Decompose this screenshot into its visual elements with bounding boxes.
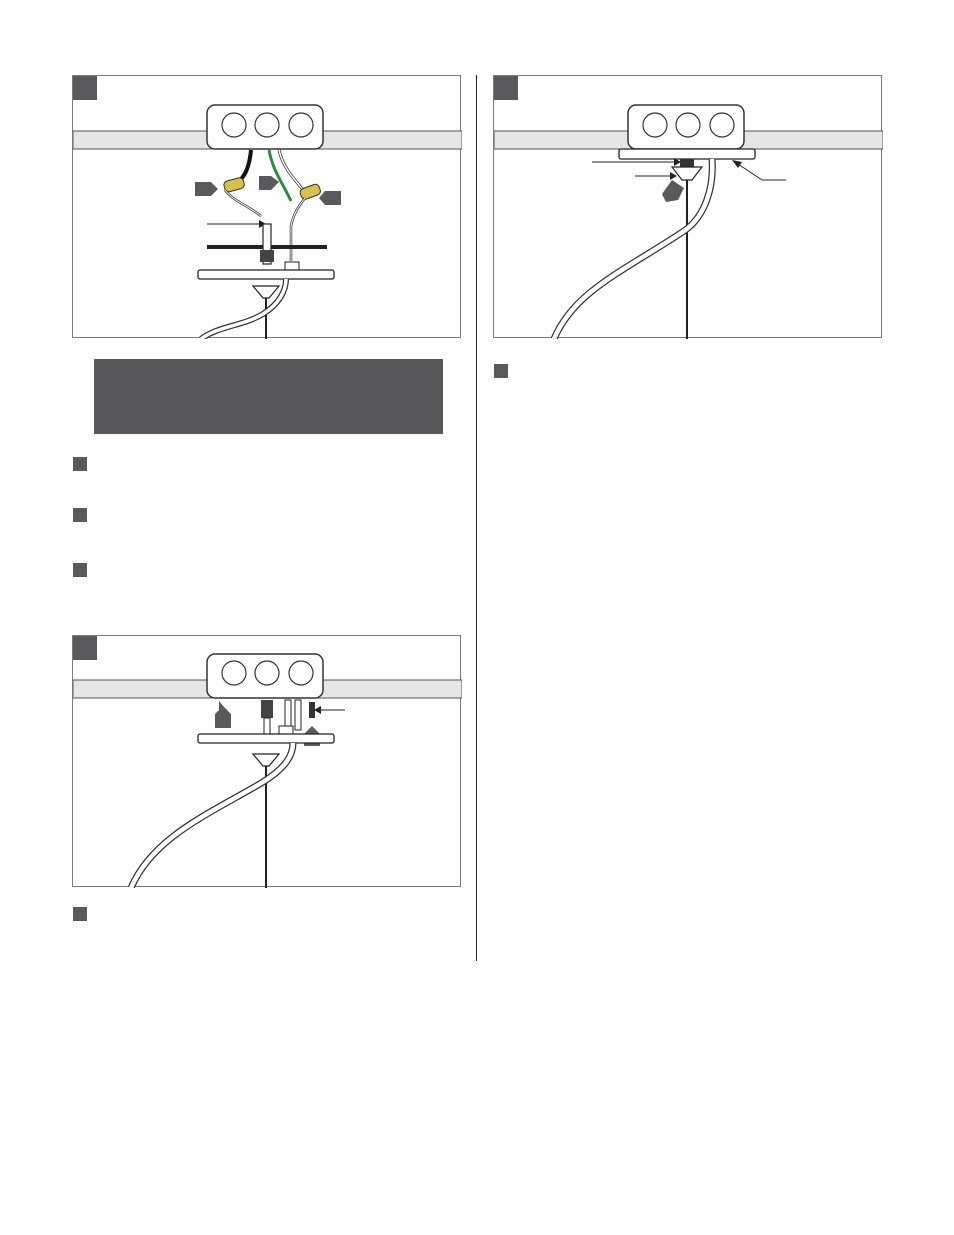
ground-screw: [279, 726, 293, 734]
mounting-diagram: [73, 636, 462, 888]
canopy-swivel: [253, 754, 279, 766]
column-divider: [476, 75, 477, 961]
power-cord-outline: [554, 159, 712, 339]
step-marker: [73, 563, 87, 577]
knockout-hole: [255, 661, 279, 685]
pointer-arrowhead: [732, 160, 742, 168]
canopy-diagram: [494, 76, 883, 339]
knockout-hole: [676, 113, 700, 137]
canopy-swivel: [253, 286, 279, 298]
step-number-badge: [73, 636, 97, 660]
pointer-arrowhead: [670, 172, 677, 180]
warning-box: [94, 359, 443, 434]
knockout-hole: [289, 113, 313, 137]
step-number-badge: [73, 76, 97, 100]
callout-tag: [259, 176, 279, 190]
callout-tag: [215, 706, 231, 728]
fixture-wire: [295, 700, 301, 730]
canopy-swivel: [672, 167, 702, 180]
ground-screw: [285, 262, 299, 270]
knockout-hole: [255, 113, 279, 137]
knockout-hole: [222, 661, 246, 685]
knockout-hole: [643, 113, 667, 137]
callout-tag: [195, 182, 218, 196]
pointer-line: [738, 164, 762, 180]
hex-nut: [260, 250, 274, 262]
canopy: [619, 149, 755, 159]
fixture-wire: [291, 198, 305, 261]
pointer-arrowhead: [314, 706, 321, 714]
step-marker: [73, 508, 87, 522]
knockout-hole: [289, 661, 313, 685]
power-cord: [554, 159, 712, 339]
canopy-plate: [198, 270, 334, 279]
knockout-hole: [710, 113, 734, 137]
knockout-hole: [222, 113, 246, 137]
step-marker: [73, 907, 87, 921]
wire-nut-right: [299, 183, 322, 200]
mounting-diagram-panel: [72, 635, 461, 887]
wiring-diagram: [73, 76, 462, 339]
step-marker: [494, 364, 508, 378]
callout-tag: [662, 180, 684, 202]
canopy-plate: [198, 734, 334, 743]
threaded-nipple: [264, 718, 270, 734]
step-marker: [73, 457, 87, 471]
collar-nut: [680, 159, 694, 167]
canopy-diagram-panel: [493, 75, 882, 338]
hex-nut: [261, 700, 273, 718]
callout-tag: [319, 191, 341, 205]
step-number-badge: [494, 76, 518, 100]
wiring-diagram-panel: [72, 75, 461, 338]
